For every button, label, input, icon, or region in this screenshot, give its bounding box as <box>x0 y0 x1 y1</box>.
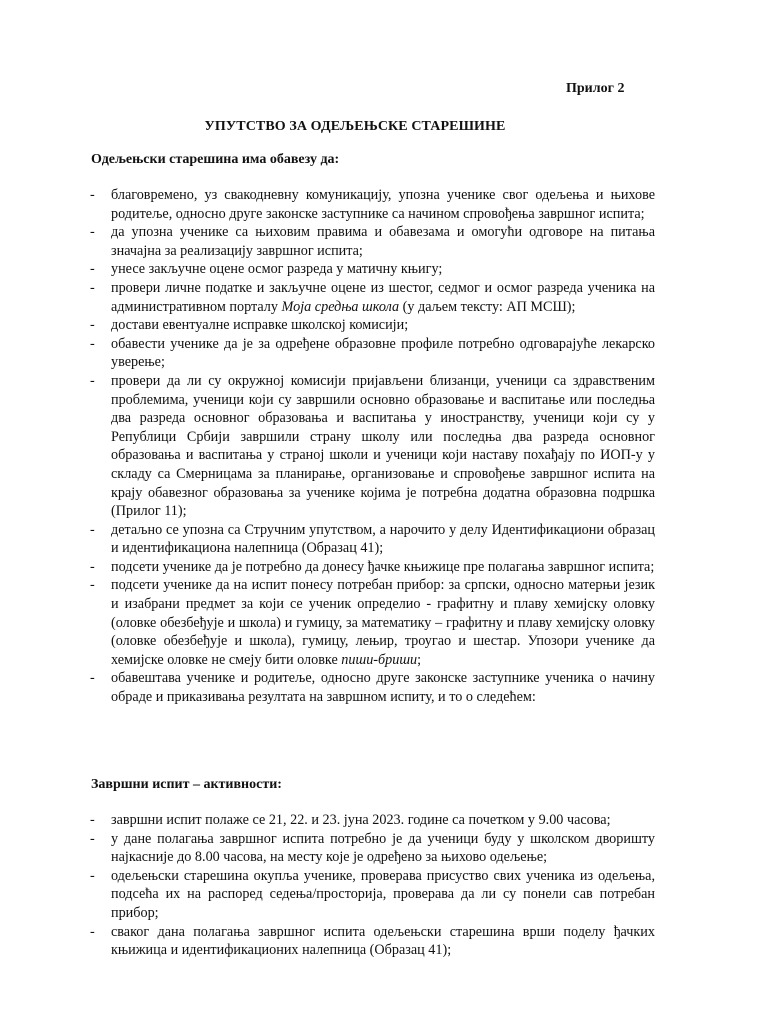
section-heading-activities: Завршни испит – активности: <box>91 777 282 792</box>
list-item-text: (у даљем тексту: АП МСШ); <box>399 298 576 315</box>
list-item: - детаљно се упозна са Стручним упутством, а нарочито у делу Идентификациони образац и идентификациона налепница (Образац 41); <box>0 521 655 558</box>
list-item: - у дане полагања завршног испита потребно је да ученици буду у школском дворишту најкасније до 8.00 часова, на месту које је одређено за њихово одељење; <box>0 830 655 867</box>
list-item: - обавештава ученике и родитеље, односно друге законске заступнике ученика о начину обраде и приказивања резултата на завршном испиту, и то о следећем: <box>0 669 655 706</box>
list-item-text: ; <box>417 651 422 668</box>
portal-name: Моја средња школа <box>281 298 400 315</box>
list-item: - подсети ученике да је потребно да донесу ђачке књижице пре полагања завршног испита; <box>0 558 655 577</box>
list-item-text: подсети ученике да на испит понесу потребан прибор: за српски, односно матерњи језик и изабрани предмет за који се ученик определио - графитну и плаву хемијску оловку (оловке обезбеђује и школа) и гумицу, за математику – графитну и плаву хемијску оловку (оловке обезбеђује и школа), гумицу, лењир, троугао и шестар. Упозори ученике да хемијске оловке не смеју бити оловке <box>111 577 655 668</box>
duties-list <box>0 186 768 707</box>
document-title: УПУТСТВО ЗА ОДЕЉЕЊСКЕ СТАРЕШИНЕ <box>204 119 506 134</box>
list-item: - одељењски старешина окупља ученике, проверава присуство свих ученика из одељења, подсећа их на распоред седења/просторија, проверава да ли су понели сав потребан прибор; <box>0 867 655 923</box>
list-item: - унесе закључне оцене осмог разреда у матичну књигу; <box>0 260 655 279</box>
list-item: - обавести ученике да је за одређене образовне профиле потребно одговарајуће лекарско уверење; <box>0 335 655 372</box>
list-item <box>0 576 655 669</box>
list-item: - завршни испит полаже се 21, 22. и 23. јуна 2023. године са почетком у 9.00 часова; <box>0 811 655 830</box>
list-item: - да упозна ученике са њиховим правима и обавезама и омогући одговоре на питања значајна за реализацију завршног испита; <box>0 223 655 260</box>
section-heading-duties: Одељењски старешина има обавезу да: <box>91 152 340 167</box>
list-item <box>0 279 655 316</box>
attachment-label: Прилог 2 <box>566 81 625 96</box>
list-item: - благовремено, уз свакодневну комуникацију, упозна ученике свог одељења и њихове родитеље, односно друге законске заступнике са начином спровођења завршног испита; <box>0 186 655 223</box>
pen-type-term: пиши-бриши <box>341 651 418 668</box>
list-item: - достави евентуалне исправке школској комисији; <box>0 316 655 335</box>
activities-list <box>0 811 768 960</box>
list-item: - провери да ли су окружној комисији пријављени близанци, ученици са здравственим проблемима, ученици који су завршили основно образовање и васпитање или последња два разреда основног образовања и васпитања у иностранству, ученици који су у Републици Србији завршили страну школу или последња два разреда основног образовања и васпитања у страној школи и ученици који наставу похађају по ИОП-у у складу са Смерницама за планирање, организовање и спровођење завршног испита на крају обавезног образовања за ученике којима је потребна додатна образовна подршка (Прилог 11); <box>0 372 655 521</box>
list-item-text: провери личне податке и закључне оцене из шестог, седмог и осмог разреда ученика на административном порталу <box>111 279 655 315</box>
list-item: - сваког дана полагања завршног испита одељењски старешина врши поделу ђачких књижица и идентификационих налепница (Образац 41); <box>0 923 655 960</box>
